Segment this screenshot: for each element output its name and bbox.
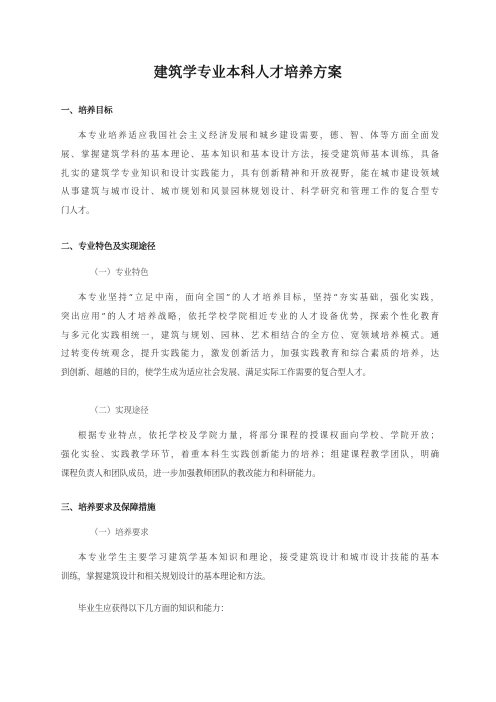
subsection-heading-requirements: （一）培养要求 (90, 527, 149, 537)
text-line: 本专业学生主要学习建筑学基本知识和理论，接受建筑设计和城市设计技能的基本 (78, 552, 439, 562)
text-line: 门人才。 (61, 205, 95, 216)
subsection-heading-approach: （二）实现途径 (90, 405, 149, 415)
text-line: 毕业生应获得以下几方面的知识和能力： (78, 603, 229, 613)
paragraph-features (61, 288, 439, 382)
subsection-heading-features: （一）专业特色 (90, 267, 149, 277)
paragraph-requirements (61, 548, 439, 586)
text-line: 训练，掌握建筑设计和相关规划设计的基本理论和方法。 (61, 570, 271, 581)
text-line: 扎实的建筑学专业知识和设计实践能力，具有创新精神和开放视野，能在城市建设领域 (61, 167, 439, 178)
text-line: 本专业坚持“立足中南，面向全国”的人才培养目标，坚持“夯实基础，强化实践， (78, 292, 439, 302)
text-line: 与多元化实践相统一，建筑与规划、园林、艺术相结合的全方位、宽领域培养模式。通 (61, 329, 439, 340)
paragraph-goals (61, 126, 439, 220)
paragraph-abilities-intro (61, 599, 439, 618)
text-line: 从事建筑与城市设计、城市规划和风景园林规划设计、科学研究和管理工作的复合型专 (61, 186, 439, 197)
text-line: 本专业培养适应我国社会主义经济发展和城乡建设需要，德、智、体等方面全面发 (78, 130, 439, 140)
section-heading-features: 二、专业特色及实现途径 (61, 242, 156, 252)
text-line: 根据专业特点，依托学校及学院力量，将部分课程的授课权面向学校、学院开放； (78, 430, 439, 440)
text-line: 展、掌握建筑学科的基本理论、基本知识和基本设计方法，接受建筑师基本训练，具备 (61, 148, 439, 159)
section-heading-requirements: 三、培养要求及保障措施 (61, 503, 156, 513)
section-heading-goals: 一、培养目标 (61, 106, 113, 116)
text-line: 过转变传统观念，提升实践能力，激发创新活力，加强实践教育和综合素质的培养，达 (61, 348, 439, 359)
text-line: 到创新、超越的目的，使学生成为适应社会发展、满足实际工作需要的复合型人才。 (61, 367, 371, 378)
text-line: 课程负责人和团队成员，进一步加强教师团队的教改能力和科研能力。 (61, 467, 321, 478)
text-line: 突出应用”的人才培养战略，依托学校学院相近专业的人才设备优势，探索个性化教育 (61, 310, 439, 321)
paragraph-approach (61, 426, 439, 482)
document-title: 建筑学专业本科人才培养方案 (153, 65, 343, 81)
text-line: 强化实验、实践教学环节，着重本科生实践创新能力的培养；组建课程教学团队，明确 (61, 448, 439, 459)
